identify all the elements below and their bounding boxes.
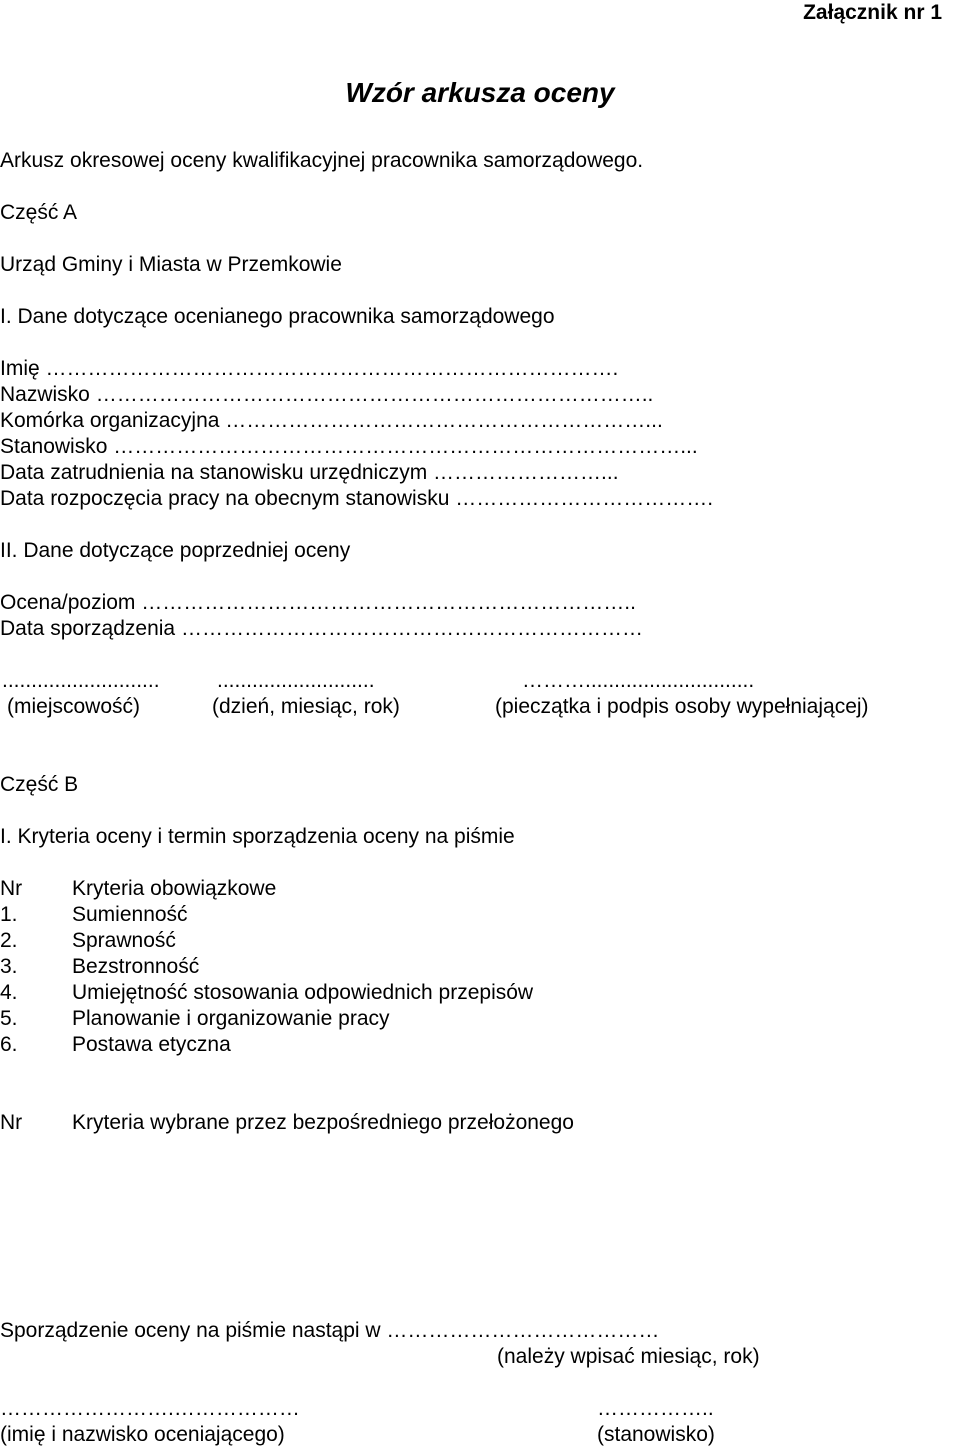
criteria-text: Sumienność [72,903,188,926]
assessor-position-dots: …………….. [597,1397,714,1420]
part-a-heading: Część A [0,201,78,224]
field-previous-date: Data sporządzenia ………………………………………………………… [0,617,643,640]
criteria-text: Postawa etyczna [72,1033,231,1056]
criteria-text: Planowanie i organizowanie pracy [72,1007,390,1030]
document-title: Wzór arkusza oceny [345,77,615,108]
field-position: Stanowisko ………………………………………………………………………... [0,435,698,458]
stamp-label: (pieczątka i podpis osoby wypełniającej) [495,695,869,718]
place-dots: ........................... [2,669,160,692]
written-assessment-text: Sporządzenie oceny na piśmie nastąpi w ………………………………… [0,1319,660,1342]
criteria-nr: 5. [0,1007,18,1030]
date-dots: ........................... [217,669,375,692]
place-label: (miejscowość) [7,695,141,718]
field-department: Komórka organizacyjna ……………………………………………………... [0,409,663,432]
mandatory-criteria-header: Kryteria obowiązkowe [72,877,277,900]
date-label: (dzień, miesiąc, rok) [212,695,400,718]
selected-criteria-header: Kryteria wybrane przez bezpośredniego przełożonego [72,1111,574,1134]
written-assessment-hint: (należy wpisać miesiąc, rok) [497,1345,760,1368]
criteria-nr: 3. [0,955,18,978]
assessor-name-label: (imię i nazwisko oceniającego) [0,1423,285,1446]
selected-nr-header: Nr [0,1111,23,1134]
field-previous-grade: Ocena/poziom …………………………………………………………….. [0,591,636,614]
field-last-name: Nazwisko …………………………………………………………………….. [0,383,654,406]
criteria-text: Bezstronność [72,955,200,978]
criteria-nr: 6. [0,1033,18,1056]
part-b-heading: Część B [0,773,79,796]
criteria-text: Sprawność [72,929,176,952]
criteria-nr: 1. [0,903,18,926]
criteria-text: Umiejętność stosowania odpowiednich przepisów [72,981,534,1004]
section-1-heading: I. Dane dotyczące ocenianego pracownika samorządowego [0,305,555,328]
field-employment-date: Data zatrudnienia na stanowisku urzędniczym ……………………... [0,461,619,484]
assessor-name-dots: …………………….……………… [0,1397,300,1420]
annex-label: Załącznik nr 1 [803,1,942,24]
field-first-name: Imię ………………………………………………………………………. [0,357,619,380]
section-2-heading: II. Dane dotyczące poprzedniej oceny [0,539,351,562]
criteria-section-heading: I. Kryteria oceny i termin sporządzenia oceny na piśmie [0,825,515,848]
stamp-dots: ………............................. [522,669,755,692]
mandatory-nr-header: Nr [0,877,23,900]
field-current-position-start: Data rozpoczęcia pracy na obecnym stanowisku ………………………………. [0,487,714,510]
assessor-position-label: (stanowisko) [597,1423,715,1446]
criteria-nr: 2. [0,929,18,952]
office-name: Urząd Gminy i Miasta w Przemkowie [0,253,342,276]
criteria-nr: 4. [0,981,18,1004]
intro-text: Arkusz okresowej oceny kwalifikacyjnej pracownika samorządowego. [0,149,644,172]
